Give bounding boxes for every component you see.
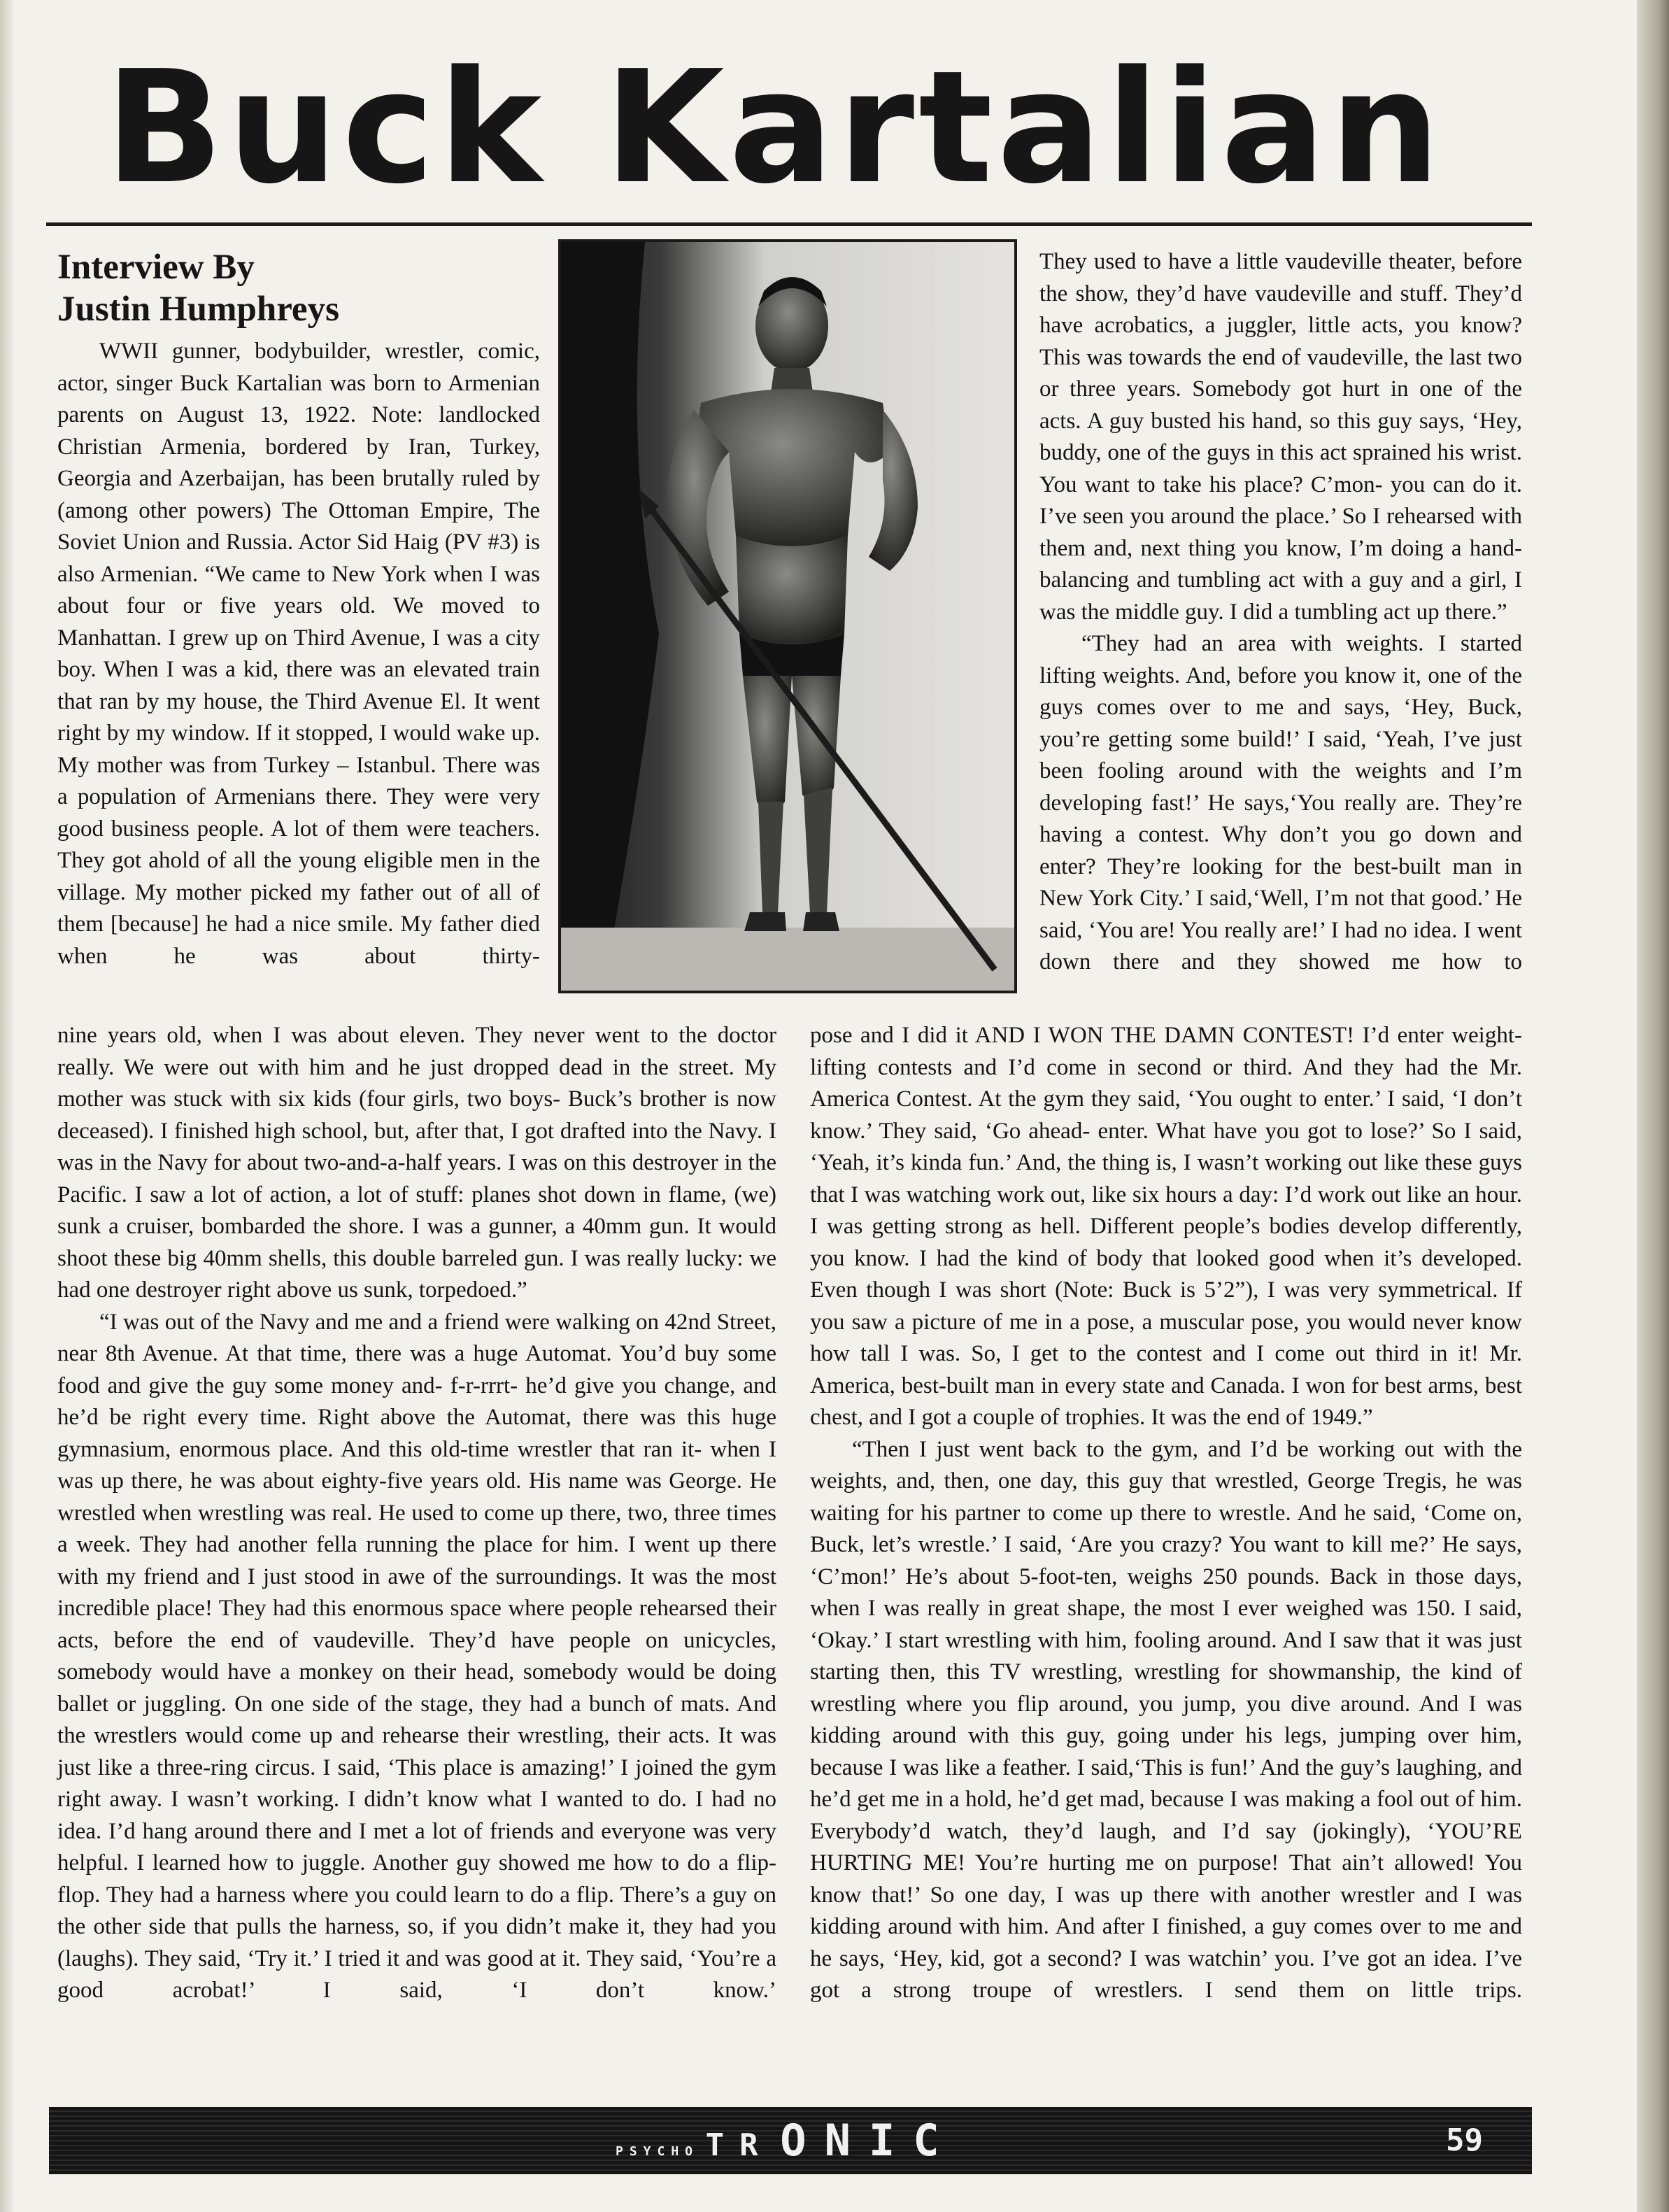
photo-buck-kartalian: [558, 239, 1017, 993]
paragraph: nine years old, when I was about eleven. They never went to the doctor really. We were out with him and he just dropped dead in the street. My mother was stuck with six kids (four girls, two boys- Buck’s brother is now deceased). I finished high school, but, after that, I got drafted into the Navy. I was in the Navy for about two-and-a-half years. I was on this destroyer in the Pacific. I saw a lot of action, a lot of stuff: planes shot down in flame, (we) sunk a cruiser, bombarded the shore. I was a gunner, a 40mm gun. It would shoot these big 40mm shells, this double barreled gun. I was really lucky: we had one destroyer right above us sunk, torpedoed.”: [57, 1023, 776, 1303]
paragraph: pose and I did it AND I WON THE DAMN CONTEST! I’d enter weight-lifting contests and I’d come in second or third. And they had the Mr. America Contest. At the gym they said, ‘You ought to enter.’ I said, ‘I don’t know.’ They said, ‘Go ahead- enter. What have you got to lose?’ So I said, ‘Yeah, it’s kinda fun.’ And, the thing is, I wasn’t working out like these guys that I was watching work out, like six hours a day: I’d work out like an hour. I was getting strong as hell. Different people’s bodies develop differently, you know. I had the kind of body that looked good when it’s developed. Even though I was short (Note: Buck is 5’2”), I was very symmetrical. If you saw a picture of me in a pose, a muscular pose, you would never know how tall I was. So, I get to the contest and I come out third in it! Mr. America, best-built man in every state and Canada. I won for best arms, best chest, and I got a couple of trophies. It was the end of 1949.”: [810, 1023, 1522, 1430]
paragraph: They used to have a little vaudeville theater, before the show, they’d have vaudeville and stuff. They’d have acrobatics, a juggler, little acts, you know? This was towards the end of vaudeville, the last two or three years. Somebody got hurt in one of the acts. A guy busted his hand, so this guy says, ‘Hey, buddy, one of the guys in this act sprained his wrist. You want to take his place? C’mon- you can do it. I’ve seen you around the place.’ So I rehearsed with them and, next thing you know, I’m doing a hand-balancing and tumbling act with a guy and a girl, I was the middle guy. I did a tumbling act up there.”: [1039, 249, 1522, 625]
byline-author: Justin Humphreys: [57, 290, 339, 329]
byline: [57, 246, 540, 330]
footer-bar: [49, 2107, 1532, 2174]
photo-figure: [561, 242, 1014, 991]
paragraph: “Then I just went back to the gym, and I’d be working out with the weights, and, then, one day, this guy that wrestled, George Tregis, he was waiting for his partner to come up there to wrestle. And he said, ‘Come on, Buck, let’s wrestle.’ I said, ‘Are you crazy? You want to kill me?’ He says, ‘C’mon!’ He’s about 5-foot-ten, weighs 250 pounds. Back in those days, when I was really in great shape, the most I ever weighed was 150. I said, ‘Okay.’ I start wrestling with him, fooling around. And I saw that it was just starting then, this TV wrestling, wrestling for showmanship, the kind of wrestling where you flip around, you jump, you dive around. And I was kidding around with this guy, going under his legs, jumping over him, because I was like a feather. I said,‘This is fun!’ And the guy’s laughing, and he’d get me in a hold, he’d get mad, because I was making a fool out of him. Everybody’d watch, they’d laugh, and I’d say (jokingly), ‘YOU’RE HURTING ME! You’re hurting me on purpose! That ain’t allowed! You know that!’ So one day, I was up there with another wrestler and I was kidding around with him. And after I finished, a guy comes over to me and he says, ‘Hey, kid, got a second? I was watchin’ you. I’ve got an idea. I’ve got a strong troupe of wrestlers. I send them on little trips.: [810, 1436, 1522, 2003]
paragraph: WWII gunner, bodybuilder, wrestler, comic, actor, singer Buck Kartalian was born to Armenian parents on August 13, 1922. Note: landlocked Christian Armenia, bordered by Iran, Turkey, Georgia and Azerbaijan, has been brutally ruled by (among other powers) The Ottoman Empire, The Soviet Union and Russia. Actor Sid Haig (PV #3) is also Armenian. “We came to New York when I was about four or five years old. We moved to Manhattan. I grew up on Third Avenue, I was a city boy. When I was a kid, there was an elevated train that ran by my house, the Third Avenue El. It went right by my window. If it stopped, I would wake up. My mother was from Turkey – Istanbul. There was a population of Armenians there. They were very good business people. A lot of them were teachers. They got ahold of all the young eligible men in the village. My mother picked my father out of all of them [because] he had a nice smile. My father died when he was about thirty-: [57, 339, 540, 969]
article-title: Buck Kartalian: [105, 38, 1445, 218]
logo-part-big: ONIC: [780, 2115, 958, 2166]
column-1-bottom: [57, 1020, 776, 2007]
page-number: 59: [1446, 2122, 1483, 2158]
paragraph: “I was out of the Navy and me and a friend were walking on 42nd Street, near 8th Avenue. At that time, there was a huge Automat. You’d buy some food and give the guy some money and- f-r-rrrt- he’d give you change, and he’d be right every time. Right above the Automat, there was this huge gymnasium, enormous place. And this old-time wrestler that ran it- when I was up there, he was about eighty-five years old. His name was George. He wrestled when wrestling was real. He used to come up there, two, three times a week. They had another fella running the place for him. I went up there with my friend and I just stood in awe of the surroundings. It was the most incredible place! They had this enormous space where people rehearsed their acts, before the end of vaudeville. They’d have people on unicycles, somebody would have a monkey on their head, somebody would be doing ballet or juggling. On one side of the stage, they had a bunch of mats. And the wrestlers would come up and rehearse their wrestling, their acts. It was just like a three-ring circus. I said, ‘This place is amazing!’ I joined the gym right away. I wasn’t working. I didn’t know what I wanted to do. I had no idea. I’d hang around there and I met a lot of friends and everyone was very helpful. I learned how to juggle. Another guy showed me how to do a flip-flop. They had a harness where you could learn to do a flip. There’s a guy on the other side that pulls the harness, so, if you didn’t make it, they had you (laughs). They said, ‘Try it.’ I tried it and was good at it. They said, ‘You’re a good acrobat!’ I said, ‘I don’t know.’: [57, 1309, 776, 2003]
magazine-logo: [616, 2113, 1105, 2169]
column-2-top: [1039, 246, 1522, 979]
page-edge-right: [1637, 0, 1669, 2212]
column-1-top: [57, 336, 540, 972]
paragraph: “They had an area with weights. I started lifting weights. And, before you know it, one of the guys comes over to me and says, ‘Hey, Buck, you’re getting some build!’ I said, ‘Yeah, I’ve just been fooling around with the weights and I’m developing fast!’ He says,‘You really are. They’re having a contest. Why don’t you go down and enter? They’re looking for the best-built man in New York City.’ I said,‘Well, I’m not that good.’ He said, ‘You are! You really are!’ I had no idea. I went down there and they showed me how to: [1039, 631, 1522, 974]
title-rule: [46, 222, 1532, 226]
logo-part-small: PSYCHO: [616, 2144, 699, 2159]
byline-line-1: Interview By: [57, 248, 255, 287]
logo-part-mid: TR: [705, 2127, 774, 2163]
page-edge-left: [0, 0, 15, 2212]
column-2-bottom: [810, 1020, 1522, 2007]
